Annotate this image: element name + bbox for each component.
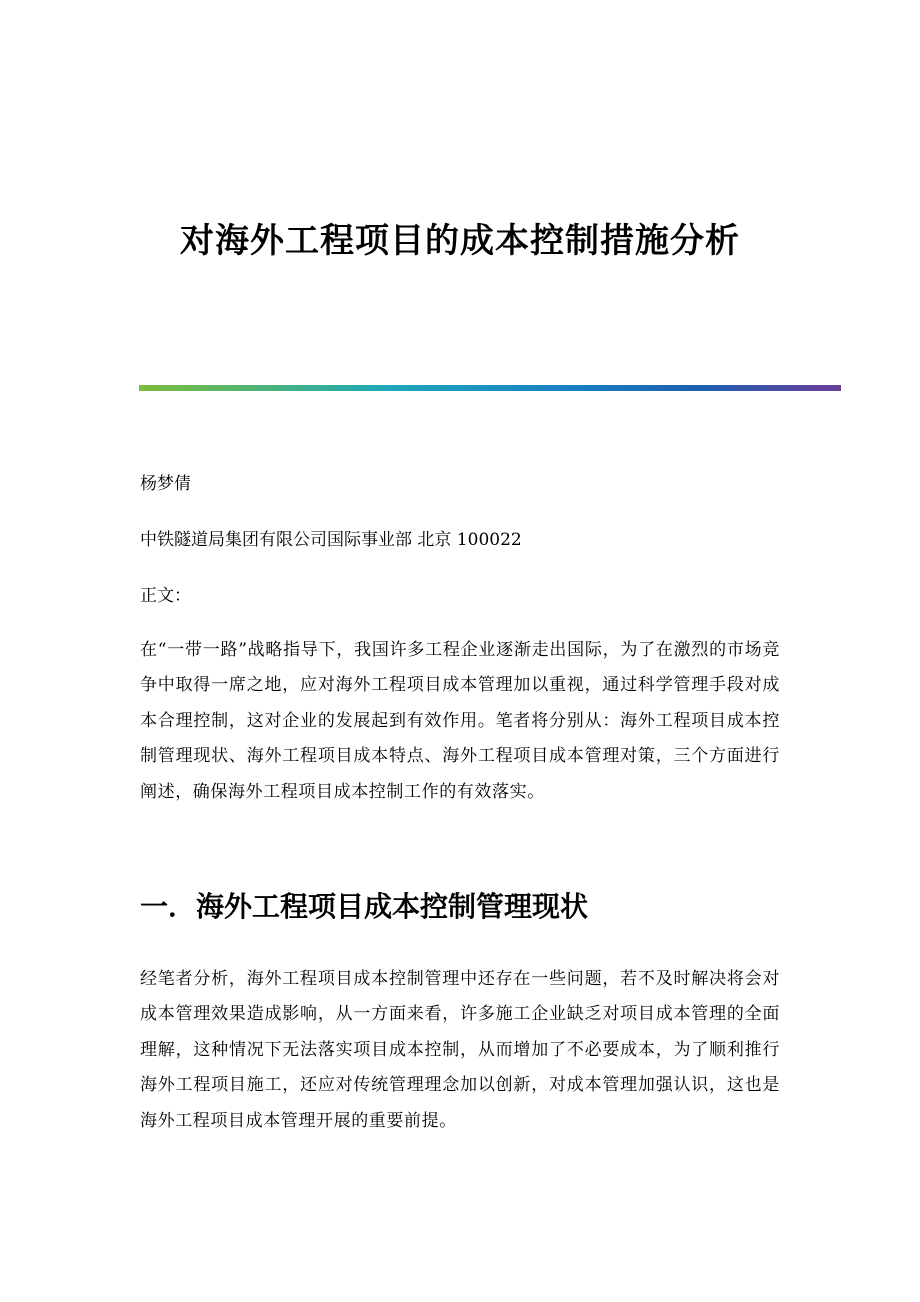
author-name: 杨梦倩 — [140, 474, 191, 494]
author-affiliation: 中铁隧道局集团有限公司国际事业部 北京 100022 — [140, 530, 522, 550]
gradient-divider — [139, 385, 841, 391]
body-label: 正文： — [140, 586, 191, 606]
body-paragraph: 经笔者分析，海外工程项目成本控制管理中还存在一些问题，若不及时解决将会对成本管理效果造成影响，从一方面来看，许多施工企业缺乏对项目成本管理的全面理解，这种情况下无法落实项目成本控制，从而增加了不必要成本，为了顺利推行海外工程项目施工，还应对传统管理理念加以创新，对成本管理加强认识，这也是海外工程项目成本管理开展的重要前提。 — [140, 969, 780, 1131]
document-title: 对海外工程项目的成本控制措施分析 — [180, 221, 740, 261]
body-paragraph: 在“一带一路”战略指导下，我国许多工程企业逐渐走出国际，为了在激烈的市场竞争中取得一席之地，应对海外工程项目成本管理加以重视，通过科学管理手段对成本合理控制，这对企业的发展起到有效作用。笔者将分别从：海外工程项目成本控制管理现状、海外工程项目成本特点、海外工程项目成本管理对策，三个方面进行阐述，确保海外工程项目成本控制工作的有效落实。 — [140, 640, 780, 802]
section-heading: 一．海外工程项目成本控制管理现状 — [140, 890, 589, 923]
